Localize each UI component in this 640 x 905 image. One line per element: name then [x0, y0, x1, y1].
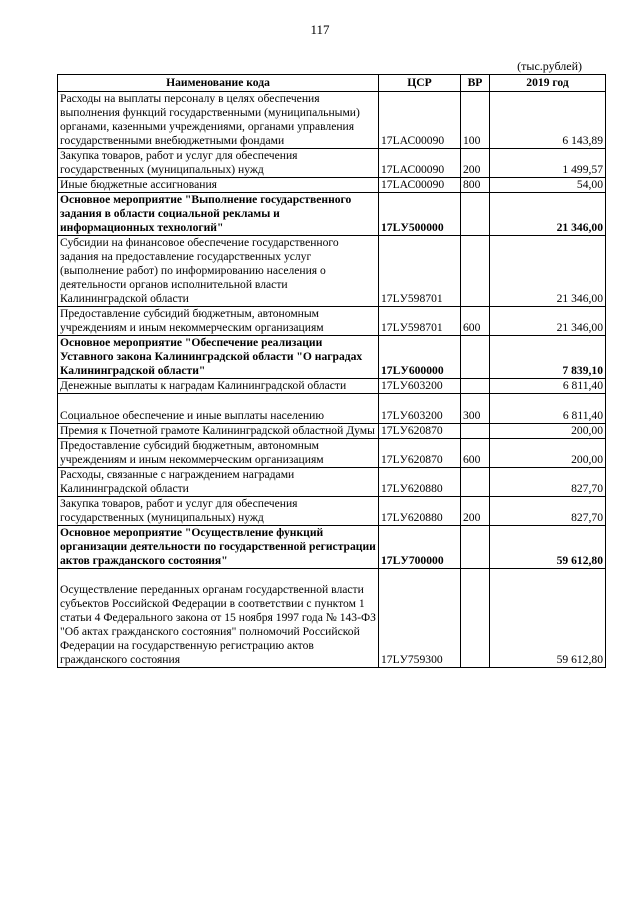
row-vr: 100 — [461, 92, 490, 149]
row-csr: 17LУ600000 — [379, 336, 461, 379]
table-row — [58, 379, 606, 394]
row-csr: 17LУ620870 — [379, 439, 461, 468]
row-amount: 200,00 — [490, 424, 606, 439]
row-amount: 6 143,89 — [490, 92, 606, 149]
row-csr: 17LАС00090 — [379, 178, 461, 193]
table-row — [58, 394, 606, 424]
header-vr: ВР — [461, 75, 490, 92]
row-vr — [461, 336, 490, 379]
row-name: Основное мероприятие "Осуществление функций организации деятельности по государственной регистрации актов гражданского состояния" — [58, 526, 379, 569]
row-name: Иные бюджетные ассигнования — [58, 178, 379, 193]
row-csr: 17LУ759300 — [379, 569, 461, 668]
row-csr: 17LУ598701 — [379, 307, 461, 336]
row-vr: 200 — [461, 149, 490, 178]
table-row — [58, 569, 606, 668]
row-vr: 300 — [461, 394, 490, 424]
row-amount: 59 612,80 — [490, 526, 606, 569]
row-vr: 800 — [461, 178, 490, 193]
table-row — [58, 424, 606, 439]
row-csr: 17LУ620870 — [379, 424, 461, 439]
row-name: Предоставление субсидий бюджетным, автономным учреждениям и иным некоммерческим организациям — [58, 439, 379, 468]
row-vr — [461, 424, 490, 439]
row-vr: 600 — [461, 439, 490, 468]
row-vr — [461, 569, 490, 668]
row-amount: 21 346,00 — [490, 307, 606, 336]
table-row — [58, 178, 606, 193]
row-name: Осуществление переданных органам государственной власти субъектов Российской Федерации в соответствии с пунктом 1 статьи 4 Федерального закона от 15 ноября 1997 года № 143-ФЗ "Об актах гражданского состояния" полномочий Российской Федерации на государственную регистрацию актов гражданского состояния — [58, 569, 379, 668]
row-name: Закупка товаров, работ и услуг для обеспечения государственных (муниципальных) нужд — [58, 497, 379, 526]
row-amount: 54,00 — [490, 178, 606, 193]
row-amount: 59 612,80 — [490, 569, 606, 668]
row-vr — [461, 468, 490, 497]
row-csr: 17LУ620880 — [379, 497, 461, 526]
row-amount: 827,70 — [490, 468, 606, 497]
row-amount: 827,70 — [490, 497, 606, 526]
row-csr: 17LУ700000 — [379, 526, 461, 569]
table-row — [58, 497, 606, 526]
budget-table — [57, 74, 606, 668]
row-csr: 17LУ500000 — [379, 193, 461, 236]
row-name: Расходы, связанные с награждением наградами Калининградской области — [58, 468, 379, 497]
table-row — [58, 439, 606, 468]
row-csr: 17LУ620880 — [379, 468, 461, 497]
row-name: Денежные выплаты к наградам Калининградской области — [58, 379, 379, 394]
row-name: Субсидии на финансовое обеспечение государственного задания на предоставление государственных услуг (выполнение работ) по информированию населения о деятельности органов исполнительной власти Калининградской области — [58, 236, 379, 307]
row-vr — [461, 379, 490, 394]
row-amount: 6 811,40 — [490, 394, 606, 424]
row-amount: 1 499,57 — [490, 149, 606, 178]
row-amount: 21 346,00 — [490, 193, 606, 236]
row-vr — [461, 526, 490, 569]
row-csr: 17LУ603200 — [379, 394, 461, 424]
row-name: Основное мероприятие "Выполнение государственного задания в области социальной рекламы и информационных технологий" — [58, 193, 379, 236]
table-row — [58, 149, 606, 178]
table-row-main-event — [58, 193, 606, 236]
row-name: Основное мероприятие "Обеспечение реализации Уставного закона Калининградской области "О наградах Калининградской области" — [58, 336, 379, 379]
row-csr: 17LУ598701 — [379, 236, 461, 307]
row-csr: 17LУ603200 — [379, 379, 461, 394]
row-vr: 600 — [461, 307, 490, 336]
page-number: 117 — [310, 22, 330, 37]
row-name: Закупка товаров, работ и услуг для обеспечения государственных (муниципальных) нужд — [58, 149, 379, 178]
header-csr: ЦСР — [379, 75, 461, 92]
table-row — [58, 307, 606, 336]
header-name: Наименование кода — [58, 75, 379, 92]
row-amount: 6 811,40 — [490, 379, 606, 394]
row-vr — [461, 236, 490, 307]
table-row-main-event — [58, 336, 606, 379]
row-name: Социальное обеспечение и иные выплаты населению — [58, 394, 379, 424]
row-csr: 17LАС00090 — [379, 92, 461, 149]
row-vr: 200 — [461, 497, 490, 526]
row-amount: 7 839,10 — [490, 336, 606, 379]
table-row — [58, 236, 606, 307]
table-row — [58, 468, 606, 497]
table-row-main-event — [58, 526, 606, 569]
table-header-row — [58, 75, 606, 92]
header-year: 2019 год — [490, 75, 606, 92]
table-row — [58, 92, 606, 149]
units-label: (тыс.рублей) — [517, 59, 582, 73]
row-amount: 200,00 — [490, 439, 606, 468]
row-name: Расходы на выплаты персоналу в целях обеспечения выполнения функций государственными (муниципальными) органами, казенными учреждениями, органами управления государственными внебюджетными фондами — [58, 92, 379, 149]
row-vr — [461, 193, 490, 236]
row-amount: 21 346,00 — [490, 236, 606, 307]
row-name: Предоставление субсидий бюджетным, автономным учреждениям и иным некоммерческим организациям — [58, 307, 379, 336]
row-csr: 17LАС00090 — [379, 149, 461, 178]
row-name: Премия к Почетной грамоте Калининградской областной Думы — [58, 424, 379, 439]
